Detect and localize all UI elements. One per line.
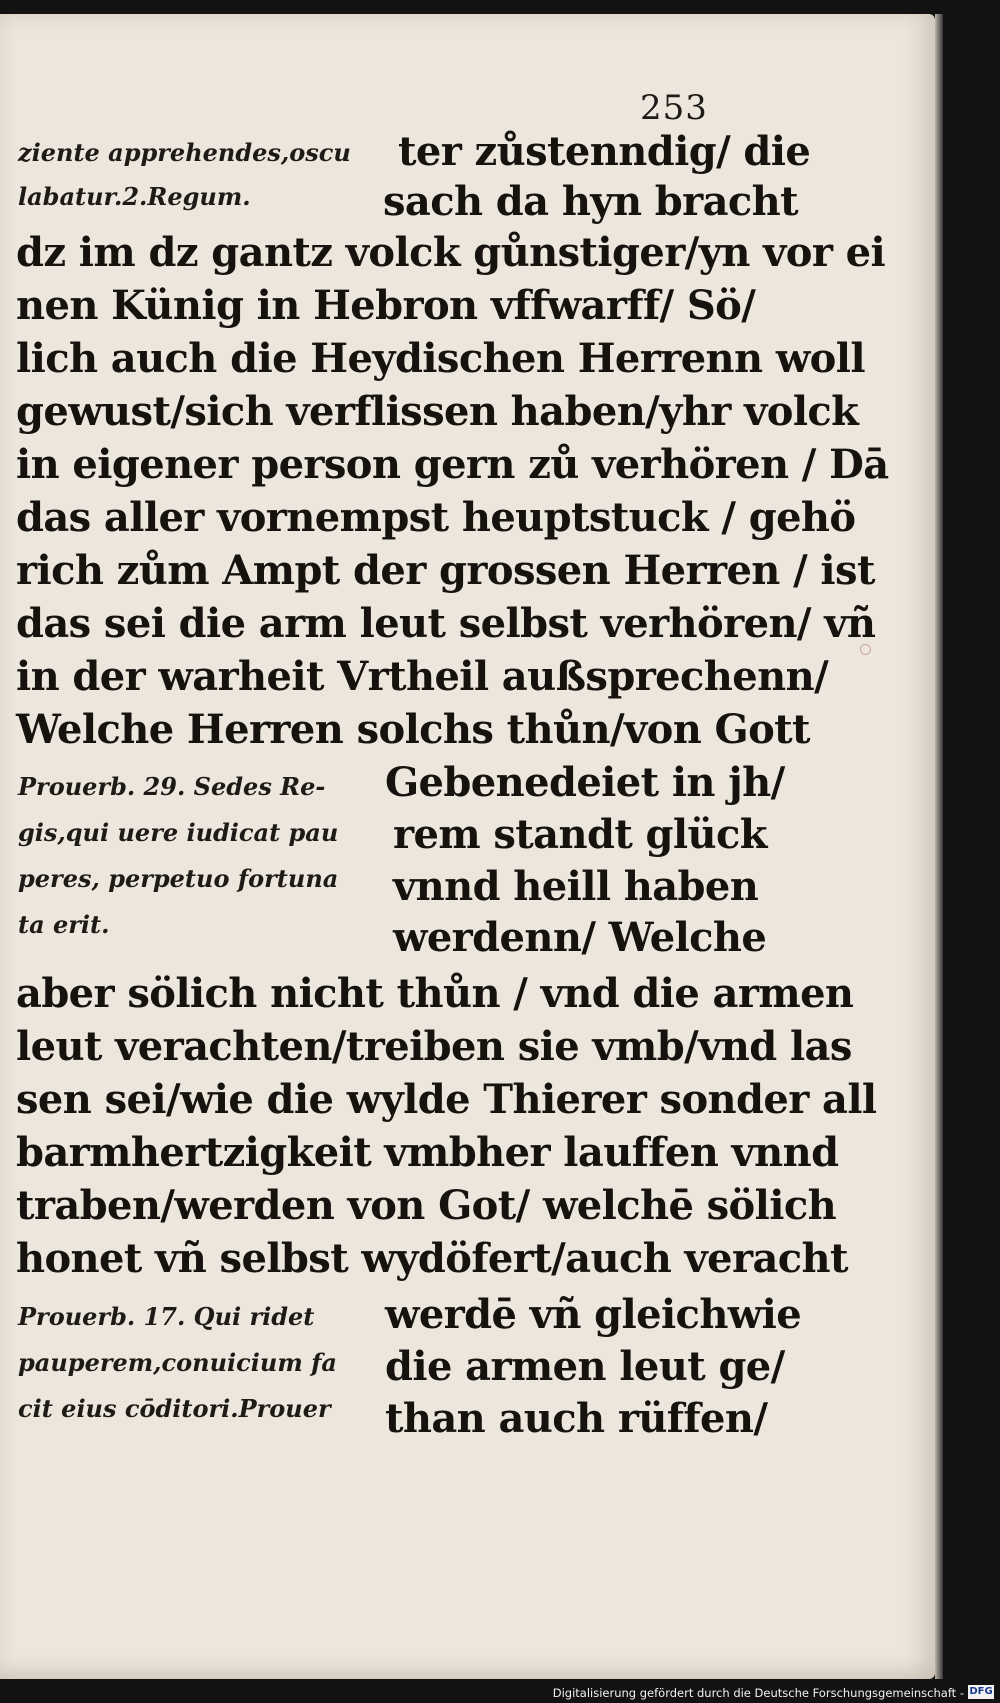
- digitization-credit: Digitalisierung gefördert durch die Deutsche Forschungsgemeinschaft -: [552, 1686, 964, 1700]
- page-number: 253: [640, 88, 708, 128]
- text-line: werdē vñ gleichwie: [385, 1291, 802, 1338]
- text-line: sen sei/wie die wylde Thierer sonder all: [16, 1076, 877, 1123]
- text-line: lich auch die Heydischen Herrenn woll: [16, 335, 865, 382]
- text-line: nen Künig in Hebron vffwarff/ Sö/: [16, 282, 756, 329]
- text-line: das aller vornempst heuptstuck / gehö: [16, 494, 856, 541]
- margin-note-line: ta erit.: [18, 910, 110, 939]
- text-line: traben/werden von Got/ welchē sölich: [16, 1182, 837, 1229]
- text-line: barmhertzigkeit vmbher lauffen vnnd: [16, 1129, 839, 1176]
- text-line: honet vñ selbst wydöfert/auch veracht: [16, 1235, 848, 1282]
- text-line: werdenn/ Welche: [393, 914, 767, 961]
- margin-note-line: gis,qui uere iudicat pau: [18, 818, 339, 847]
- text-line: dz im dz gantz volck gůnstiger/yn vor ei: [16, 229, 886, 276]
- text-line: sach da hyn bracht: [383, 178, 799, 225]
- dfg-logo: DFG: [969, 1686, 993, 1697]
- text-line: than auch rüffen/: [385, 1395, 768, 1442]
- margin-note-line: Prouerb. 17. Qui ridet: [18, 1302, 315, 1331]
- text-line: rich zům Ampt der grossen Herren / ist: [16, 547, 875, 594]
- text-line: in eigener person gern zů verhören / Dā: [16, 441, 889, 488]
- margin-note-line: labatur.2.Regum.: [18, 182, 251, 211]
- text-line: die armen leut ge/: [385, 1343, 785, 1390]
- text-line: leut verachten/treiben sie vmb/vnd las: [16, 1023, 852, 1070]
- margin-note-line: ziente apprehendes,oscu: [18, 138, 351, 167]
- margin-note-line: Prouerb. 29. Sedes Re-: [18, 772, 326, 801]
- paper-blemish: [860, 644, 871, 655]
- text-line: Welche Herren solchs thůn/von Gott: [16, 706, 810, 753]
- text-line: rem standt glück: [393, 811, 767, 858]
- text-line: vnnd heill haben: [393, 863, 759, 910]
- text-line: in der warheit Vrtheil außsprechenn/: [16, 653, 829, 700]
- text-line: Gebenedeiet in jh/: [385, 759, 785, 806]
- margin-note-line: pauperem,conuicium fa: [18, 1348, 337, 1377]
- page-edge: [935, 14, 943, 1679]
- text-line: aber sölich nicht thůn / vnd die armen: [16, 970, 854, 1017]
- text-line: gewust/sich verflissen haben/yhr volck: [16, 388, 859, 435]
- book-page: [0, 14, 935, 1679]
- text-line: das sei die arm leut selbst verhören/ vñ: [16, 600, 876, 647]
- margin-note-line: peres, perpetuo fortuna: [18, 864, 339, 893]
- margin-note-line: cit eius cōditori.Prouer: [18, 1394, 331, 1423]
- text-line: ter zůstenndig/ die: [398, 128, 811, 175]
